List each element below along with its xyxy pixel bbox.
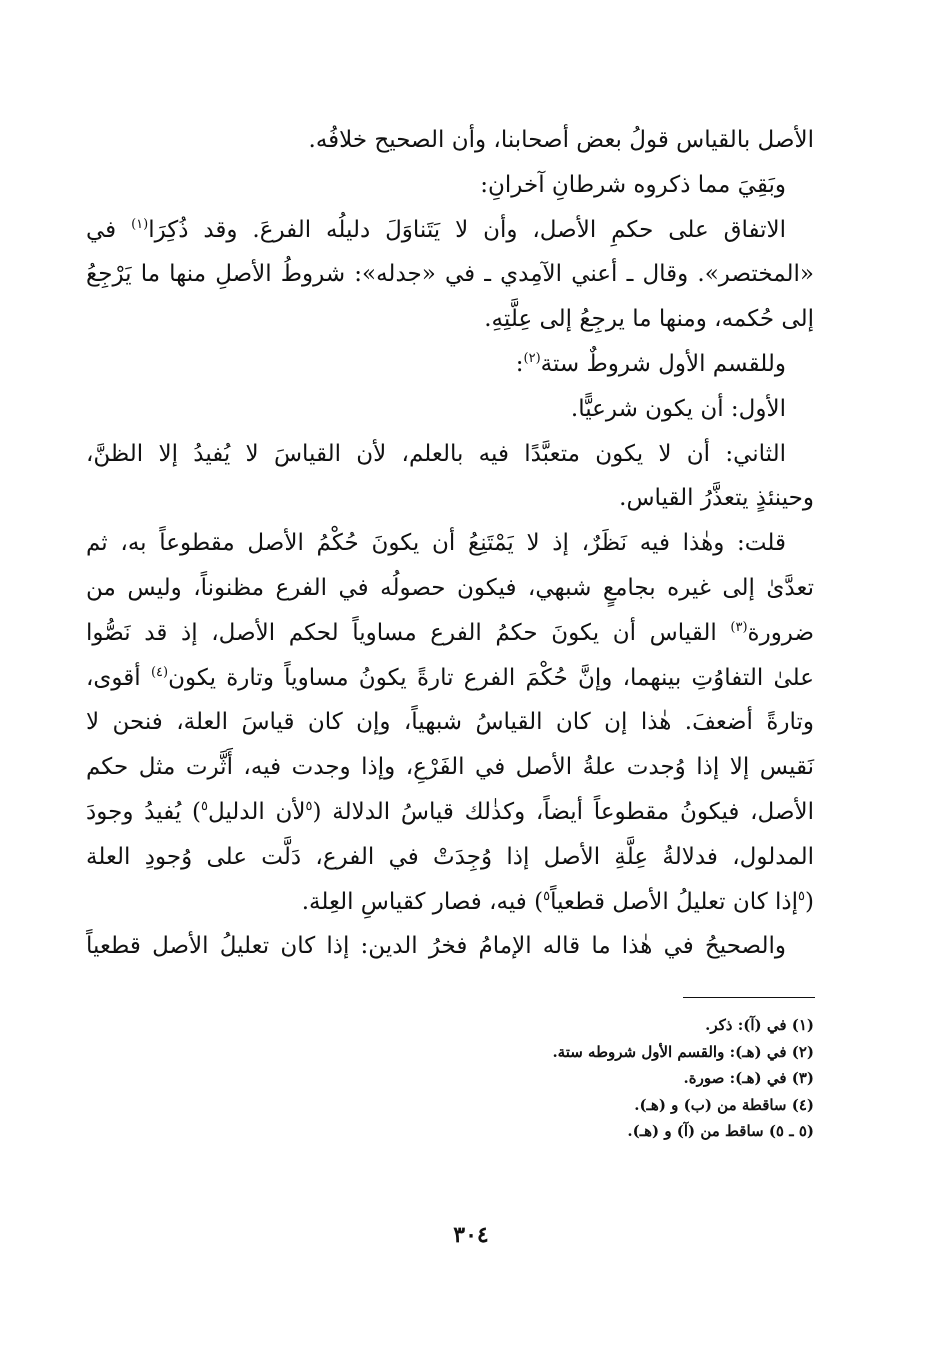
footnote-marker-4: (٤) — [150, 664, 169, 680]
footnotes-block — [300, 1012, 814, 1145]
text-line-15: نَقيس إلا إذا وُجدت علةُ الأصل في الفَرْعِ، وإذا وجدت فيه، أَثَّرت مثل حكم — [86, 754, 814, 781]
footnote-5: (٥ ـ ٥) ساقط من (آ) و (هـ). — [627, 1122, 814, 1141]
footnote-marker-5d: ٥ — [543, 888, 551, 904]
text-line-16: الأصل، فيكونُ مقطوعاً أيضاً، وكذٰلك قياسُ الدلالة ($^٥$لأن الدليل$^٥$) يُفيدُ وجودَ — [86, 798, 814, 825]
text-line-10: قلت: وهٰذا فيه نَظَرٌ، إذ لا يَمْتَنِعُ أن يكونَ حُكْمُ الأصل مقطوعاً به، ثم — [86, 530, 786, 557]
text-line-4: «المختصر». وقال ـ أعني الآمِدي ـ في «جدله»: شروطُ الأصلِ منها ما يَرْجِعُ — [86, 261, 814, 288]
text-line-1: الأصل بالقياس قولُ بعض أصحابنا، وأن الصحيح خلافُه. — [308, 127, 814, 153]
footnote-marker-5c: ٥ — [798, 888, 806, 904]
text-line-14: وتارةً أضعفَ. هٰذا إن كان القياسُ شبهياً، وإن كان قياسَ العلة، فنحن لا — [86, 709, 814, 736]
text-line-3: الاتفاق على حكمِ الأصل، وأن لا يَتَناوَلَ دليلُه الفرعَ. وقد ذُكِرَا$^{(١)}$ في — [86, 216, 787, 243]
footnote-marker-3: (٣) — [730, 619, 748, 635]
text-line-8: الثاني: أن لا يكون متعبَّدًا فيه بالعلم، لأن القياسَ لا يُفيدُ إلا الظنَّ، — [86, 440, 786, 467]
text-line-9: وحينئذٍ يتعذَّرُ القياس. — [619, 485, 814, 512]
text-line-19: والصحيحُ في هٰذا ما قاله الإمامُ فخرُ الدين: إذا كان تعليلُ الأصل قطعياً — [86, 933, 786, 960]
text-line-12: ضرورة$^{(٣)}$ القياس أن يكونَ حكمُ الفرع مساوياً لحكم الأصل، إذ قد نَصُّوا — [86, 619, 815, 646]
text-line-17: المدلول، فدلالةُ عِلَّةِ الأصل إذا وُجِدَتْ في الفرع، دَلَّت على وُجودِ العلة — [86, 843, 814, 870]
footnote-marker-5b: ٥ — [200, 798, 208, 814]
footnote-4: (٤) ساقطة من (ب) و (هـ). — [634, 1095, 814, 1114]
footnote-marker-2: (٢) — [523, 350, 541, 366]
text-line-18: ($^٥$إذا كان تعليلُ الأصل قطعياً$^٥$) فيه، فصار كقياسِ العِلة. — [301, 888, 814, 915]
page-number: ٣٠٤ — [453, 1222, 489, 1248]
footnote-marker-1: (١) — [131, 216, 149, 232]
text-line-11: تعدَّىٰ إلى غيره بجامعٍ شبهي، فيكون حصولُه في الفرع مظنوناً، وليس من — [86, 574, 814, 601]
text-line-6: وللقسم الأول شروطٌ ستة$^{(٢)}$: — [515, 350, 786, 377]
text-line-7: الأول: أن يكون شرعيًّا. — [570, 395, 786, 422]
text-line-13: علىٰ التفاوُتِ بينهما، وإنَّ حُكْمَ الفرع تارةً يكونُ مساوياً وتارة يكون$^{(٤)}$ أقوى، — [86, 664, 814, 691]
footnote-marker-5a: ٥ — [305, 798, 313, 814]
footnote-2: (٢) في (هـ): والقسم الأول شروطه ستة. — [552, 1042, 814, 1061]
text-line-5: إلى حُكمه، ومنها ما يرجِعُ إلى عِلَّتِهِ. — [484, 306, 814, 333]
main-text-block — [86, 118, 814, 969]
footnote-separator — [683, 997, 815, 998]
footnote-1: (١) في (آ): ذكر. — [705, 1016, 814, 1034]
text-line-2: وبَقِيَ مما ذكروه شرطانِ آخرانِ: — [480, 171, 786, 198]
footnote-3: (٣) في (هـ): صورة. — [683, 1069, 814, 1088]
